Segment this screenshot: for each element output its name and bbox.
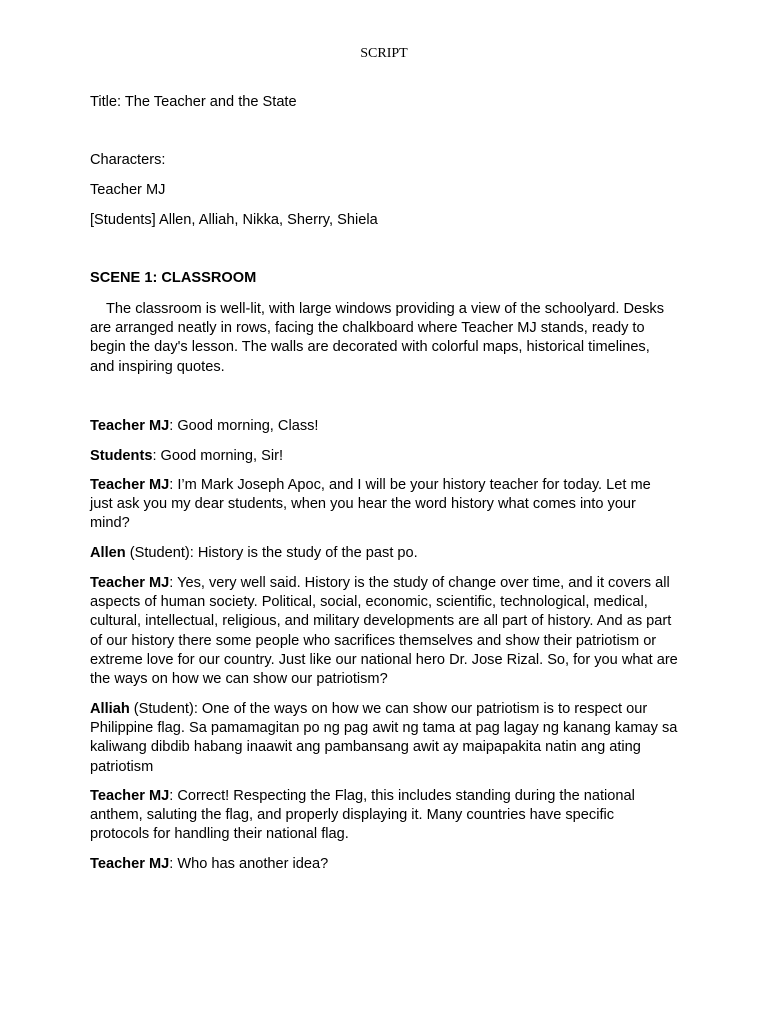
scene-description: The classroom is well-lit, with large windows providing a view of the schoolyard. Desks are arranged neatly in rows, facing the chalkboard where Teacher MJ stands, ready to begin the day's lesson. The walls are decorated with colorful maps, historical timelines, and inspiring quotes. xyxy=(90,301,665,375)
speaker-tag: (Student) xyxy=(129,701,194,717)
dialogue-text: : I’m Mark Joseph Apoc, and I will be your history teacher for today. Let me just ask you my dear students, when you hear the word history what comes into your mind? xyxy=(90,477,651,532)
speaker-name: Alliah xyxy=(90,701,130,717)
speaker-name: Teacher MJ xyxy=(90,856,170,872)
character-teacher: Teacher MJ xyxy=(90,182,166,198)
document-heading: SCRIPT xyxy=(360,46,408,61)
dialogue-text: : Good morning, Sir! xyxy=(152,448,284,464)
script-title: Title: The Teacher and the State xyxy=(90,94,297,110)
dialogue-line xyxy=(90,574,680,689)
dialogue-line xyxy=(90,855,690,874)
dialogue-line xyxy=(90,476,675,534)
speaker-name: Students xyxy=(90,448,153,464)
dialogue-text: : Good morning, Class! xyxy=(169,418,319,434)
scene-heading: SCENE 1: CLASSROOM xyxy=(90,270,257,286)
speaker-name: Allen xyxy=(90,545,126,561)
dialogue-line xyxy=(90,787,660,845)
speaker-name: Teacher MJ xyxy=(90,575,170,591)
dialogue-text: : Yes, very well said. History is the study of change over time, and it covers all aspects of human society. Political, social, economic, scientific, technological, medical, cultural, intellectual, religious, and military developments are all part of history. And as part of our history there some people who sacrifices themselves and show their patriotism or extreme love for our country. Just like our national hero Dr. Jose Rizal. So, for you what are the ways on how we can show our patriotism? xyxy=(90,575,678,688)
characters-label: Characters: xyxy=(90,152,166,168)
dialogue-line xyxy=(90,544,690,563)
speaker-name: Teacher MJ xyxy=(90,418,170,434)
dialogue-text: : History is the study of the past po. xyxy=(189,545,418,561)
dialogue-line xyxy=(90,700,682,777)
dialogue-text: : Correct! Respecting the Flag, this includes standing during the national anthem, saluting the flag, and properly displaying it. Many countries have specific protocols for handling their national flag. xyxy=(90,788,635,843)
character-students: [Students] Allen, Alliah, Nikka, Sherry, Shiela xyxy=(90,212,378,228)
dialogue-text: : Who has another idea? xyxy=(169,856,329,872)
dialogue-line xyxy=(90,417,690,436)
dialogue-line xyxy=(90,447,690,466)
speaker-tag: (Student) xyxy=(125,545,190,561)
speaker-name: Teacher MJ xyxy=(90,477,170,493)
dialogue-text: : One of the ways on how we can show our patriotism is to respect our Philippine flag. Sa pamamagitan po ng pag awit ng tama at pag lagay ng kanang kamay sa kaliwang dibdib habang inaawit ang pambansang awit ay maipapakita natin ang ating patriotism xyxy=(90,701,678,775)
speaker-name: Teacher MJ xyxy=(90,788,170,804)
